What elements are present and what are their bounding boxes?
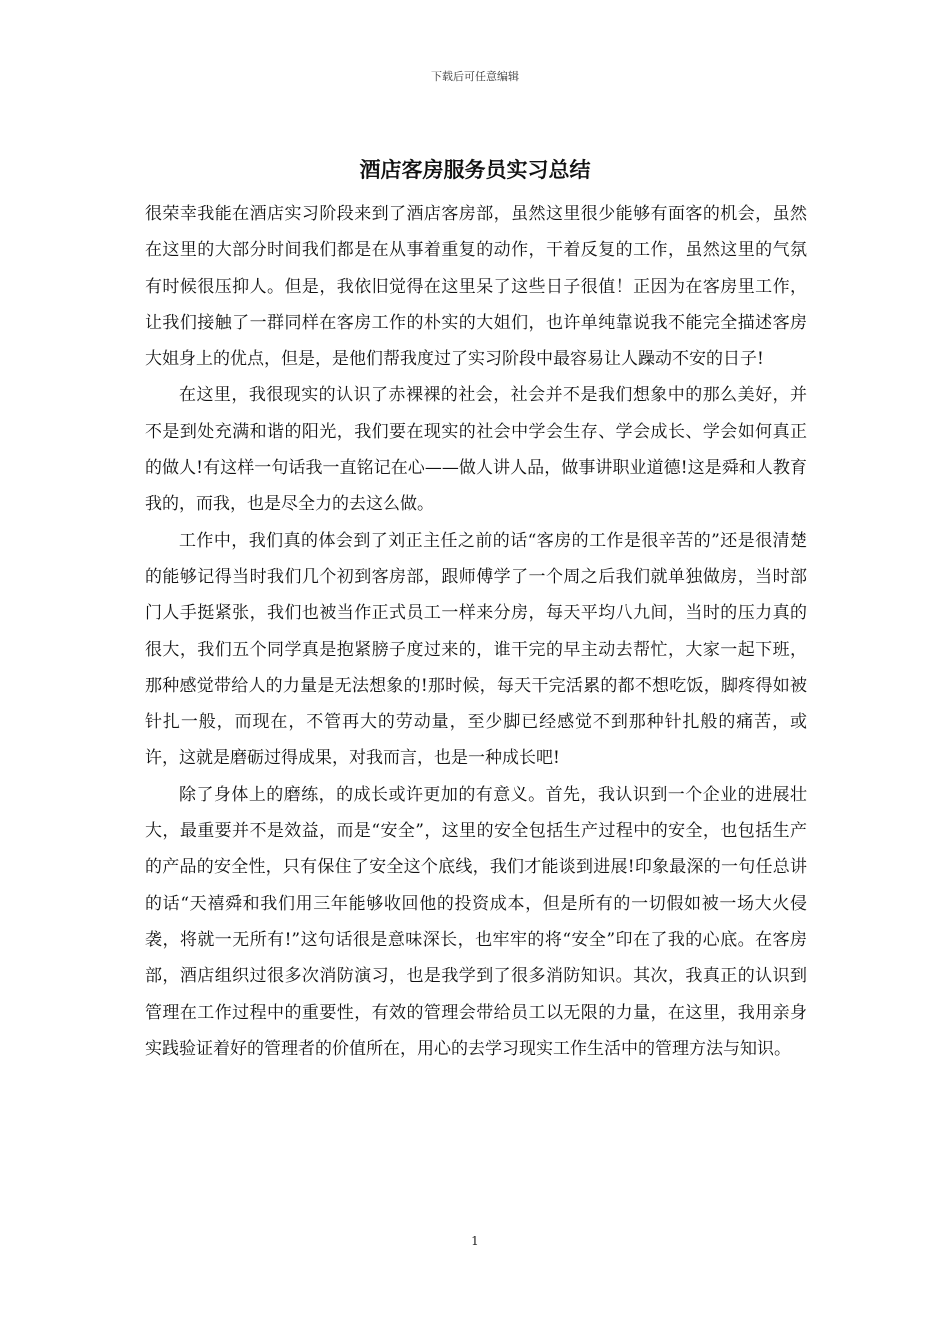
document-title: 酒店客房服务员实习总结 xyxy=(359,157,591,182)
paragraph-4: 除了身体上的磨练，的成长或许更加的有意义。首先，我认识到一个企业的进展壮大，最重要并不是效益，而是“安全”，这里的安全包括生产过程中的安全，也包括生产的产品的安全性，只有保住了安全这个底线，我们才能谈到进展!印象最深的一句任总讲的话“天禧舜和我们用三年能够收回他的投资成本，但是所有的一切假如被一场大火侵袭，将就一无所有!”这句话很是意味深长，也牢牢的将“安全”印在了我的心底。在客房部，酒店组织过很多次消防演习，也是我学到了很多消防知识。其次，我真正的认识到管理在工作过程中的重要性，有效的管理会带给员工以无限的力量，在这里，我用亲身实践验证着好的管理者的价值所在，用心的去学习现实工作生活中的管理方法与知识。 xyxy=(145,784,807,1059)
paragraph-1: 很荣幸我能在酒店实习阶段来到了酒店客房部，虽然这里很少能够有面客的机会，虽然在这里的大部分时间我们都是在从事着重复的动作，干着反复的工作，虽然这里的气氛有时候很压抑人。但是，我依旧觉得在这里呆了这些日子很值！正因为在客房里工作，让我们接触了一群同样在客房工作的朴实的大姐们，也许单纯靠说我不能完全描述客房大姐身上的优点，但是，是他们帮我度过了实习阶段中最容易让人躁动不安的日子! xyxy=(145,204,807,370)
document-body xyxy=(145,196,807,1067)
paragraph-3: 工作中，我们真的体会到了刘正主任之前的话“客房的工作是很辛苦的”还是很清楚的能够记得当时我们几个初到客房部，跟师傅学了一个周之后我们就单独做房，当时部门人手挺紧张，我们也被当作正式员工一样来分房，每天平均八九间，当时的压力真的很大，我们五个同学真是抱紧膀子度过来的，谁干完的早主动去帮忙，大家一起下班，那种感觉带给人的力量是无法想象的!那时候，每天干完活累的都不想吃饭，脚疼得如被针扎一般，而现在，不管再大的劳动量，至少脚已经感觉不到那种针扎般的痛苦，或许，这就是磨砺过得成果，对我而言，也是一种成长吧! xyxy=(145,530,807,769)
header-note: 下载后可任意编辑 xyxy=(431,70,519,83)
page-number: 1 xyxy=(471,1234,479,1248)
paragraph-2: 在这里，我很现实的认识了赤裸裸的社会，社会并不是我们想象中的那么美好，并不是到处充满和谐的阳光，我们要在现实的社会中学会生存、学会成长、学会如何真正的做人!有这样一句话我一直铭记在心——做人讲人品，做事讲职业道德!这是舜和人教育我的，而我，也是尽全力的去这么做。 xyxy=(145,385,807,515)
